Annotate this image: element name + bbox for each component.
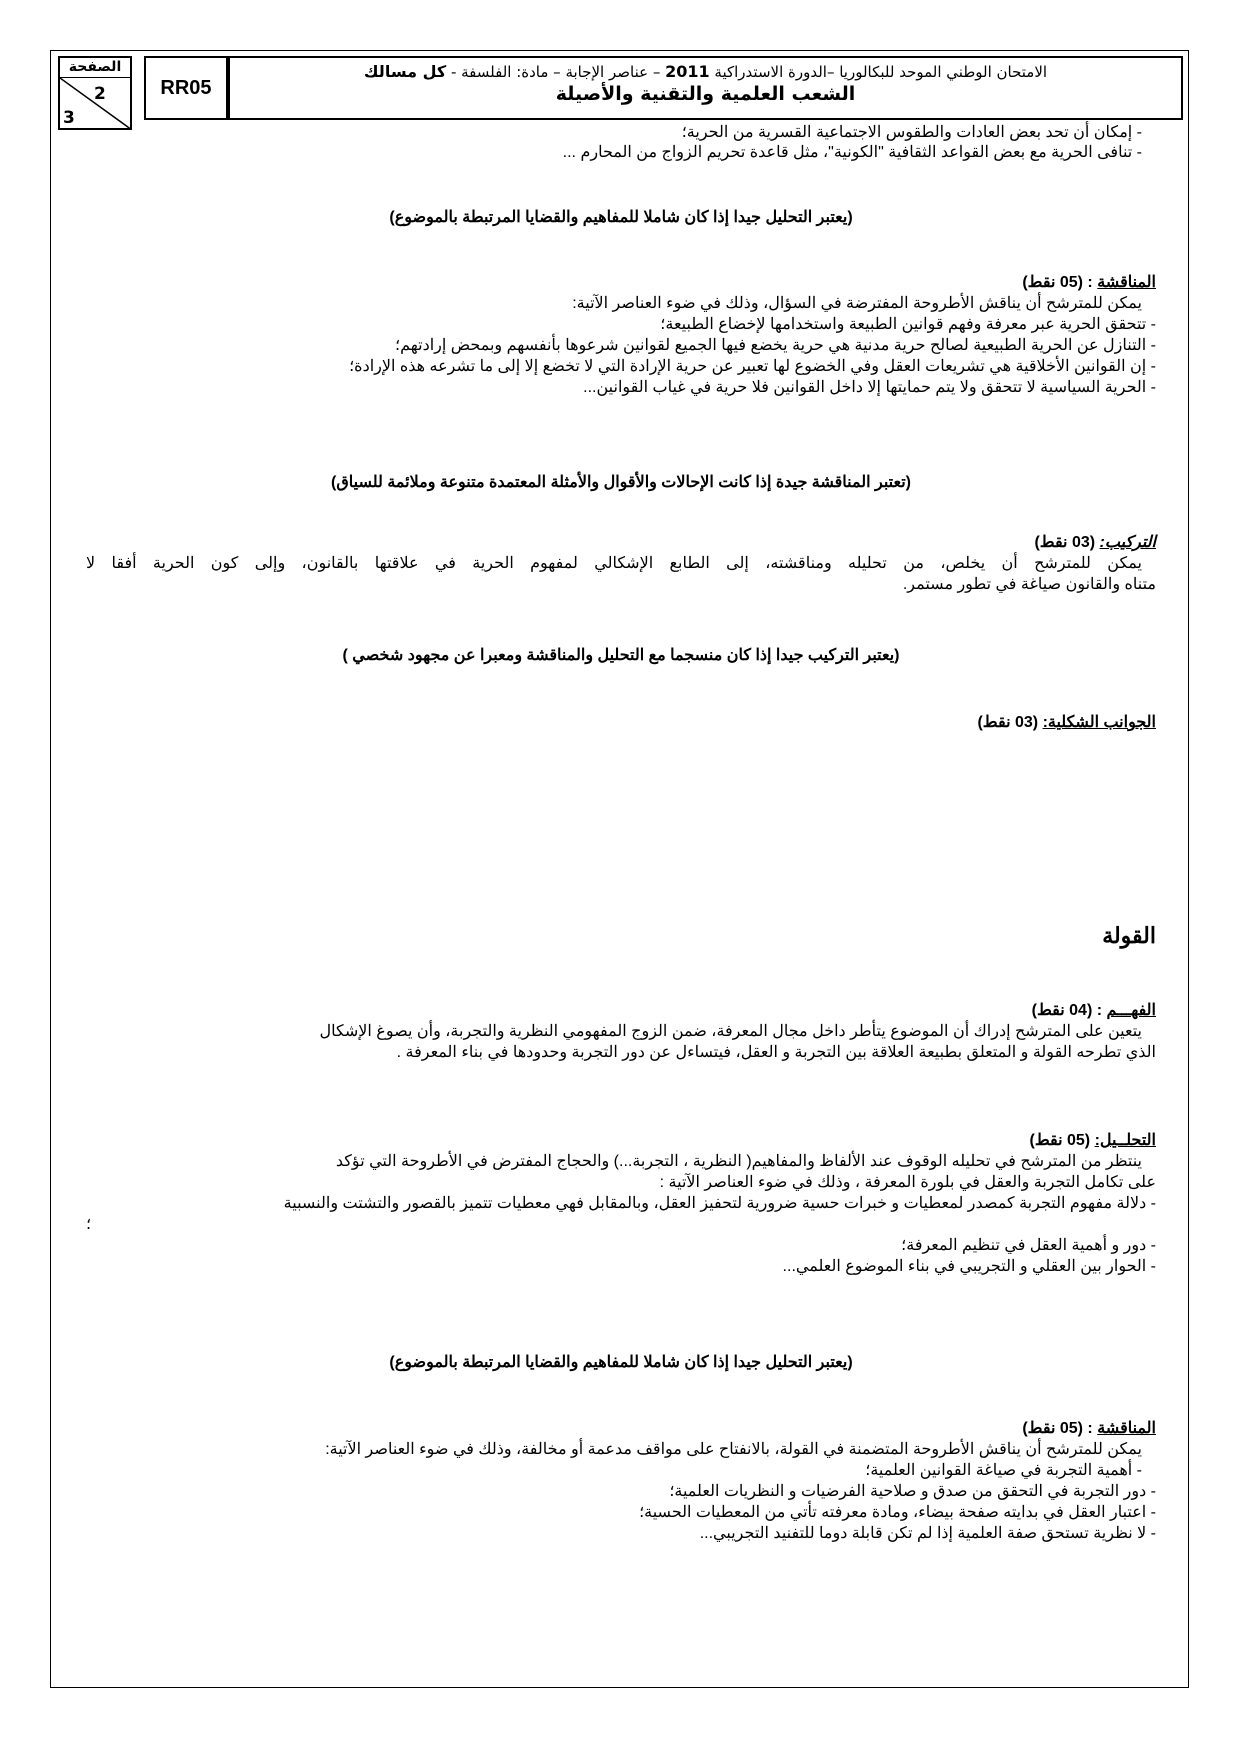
page-number-box bbox=[58, 56, 132, 130]
analysis-note-2: (يعتبر التحليل جيدا إذا كان شاملا للمفاهيم والقضايا المرتبطة بالموضوع) bbox=[389, 1354, 853, 1371]
discussion-heading-1 bbox=[86, 272, 1156, 293]
analysis-item: - دور و أهمية العقل في تنظيم المعرفة؛ bbox=[901, 1237, 1156, 1254]
synthesis-note: (يعتبر التركيب جيدا إذا كان منسجما مع التحليل والمناقشة ومعبرا عن مجهود شخصي ) bbox=[342, 647, 900, 664]
synthesis-heading bbox=[86, 532, 1156, 553]
understanding-text-2: الذي تطرحه القولة و المتعلق بطبيعة العلاقة بين التجربة و العقل، فيتساءل عن دور التجربة وحدودها في بناء المعرفة . bbox=[396, 1044, 1156, 1061]
discussion-section-2 bbox=[86, 1418, 1156, 1544]
discussion-points-1: : (05 نقط) bbox=[1022, 274, 1093, 291]
analysis-item: - الحوار بين العقلي و التجريبي في بناء الموضوع العلمي... bbox=[782, 1258, 1156, 1275]
synthesis-text-2: متناه والقانون صياغة في تطور مستمر. bbox=[902, 576, 1156, 593]
analysis-title: التحلــيل: bbox=[1094, 1132, 1156, 1149]
quote-title: القولة bbox=[1102, 923, 1156, 948]
discussion-heading-2 bbox=[86, 1418, 1156, 1439]
exam-code: RR05 bbox=[144, 56, 228, 120]
analysis-item: - دلالة مفهوم التجربة كمصدر لمعطيات و خبرات حسية ضرورية لتحفيز العقل، وبالمقابل فهي معطيات تتميز بالقصور والتشتت والنسبية bbox=[283, 1195, 1156, 1212]
analysis-heading bbox=[86, 1130, 1156, 1151]
discussion-item: - دور التجربة في التحقق من صدق و صلاحية الفرضيات و النظريات العلمية؛ bbox=[669, 1483, 1156, 1500]
top-line-1: - إمكان أن تحد بعض العادات والطقوس الاجتماعية القسرية من الحرية؛ bbox=[681, 124, 1142, 141]
discussion-note-1: (تعتبر المناقشة جيدة إذا كانت الإحالات والأقوال والأمثلة المعتمدة متنوعة وملائمة للسياق) bbox=[331, 474, 911, 491]
understanding-title: الفهـــم bbox=[1106, 1002, 1156, 1019]
synthesis-section bbox=[86, 532, 1156, 595]
understanding-text-1: يتعين على المترشح إدراك أن الموضوع يتأطر داخل مجال المعرفة، ضمن الزوج المفهومي النظرية والتجربة، وأن يصوغ الإشكال bbox=[319, 1023, 1142, 1040]
discussion-item: - تتحقق الحرية عبر معرفة وفهم قوانين الطبيعة واستخدامها لإخضاع الطبيعة؛ bbox=[660, 316, 1156, 333]
discussion-points-2: : (05 نقط) bbox=[1022, 1420, 1093, 1437]
title-year: 2011 bbox=[665, 62, 710, 81]
analysis-points: (05 نقط) bbox=[1029, 1132, 1091, 1149]
analysis-text-1: ينتظر من المترشح في تحليله الوقوف عند الألفاظ والمفاهيم( النظرية ، التجربة...) والحجاج المفترض في الأطروحة التي تؤكد bbox=[335, 1153, 1142, 1170]
formal-points: (03 نقط) bbox=[977, 714, 1039, 731]
formal-heading bbox=[86, 712, 1156, 733]
page-current: 2 bbox=[94, 84, 106, 104]
exam-title-line2: الشعب العلمية والتقنية والأصيلة bbox=[555, 83, 856, 105]
analysis-text-2: على تكامل التجربة والعقل في بلورة المعرفة ، وذلك في ضوء العناصر الآتية : bbox=[659, 1174, 1156, 1191]
formal-title: الجوانب الشكلية: bbox=[1042, 714, 1156, 731]
discussion-title-2: المناقشة bbox=[1097, 1420, 1156, 1437]
discussion-intro-1: يمكن للمترشح أن يناقش الأطروحة المفترضة في السؤال، وذلك في ضوء العناصر الآتية: bbox=[572, 295, 1142, 312]
discussion-item: - لا نظرية تستحق صفة العلمية إذا لم تكن قابلة دوما للتفنيد التجريبي... bbox=[699, 1525, 1156, 1542]
discussion-title-1: المناقشة bbox=[1097, 274, 1156, 291]
page-total: 3 bbox=[63, 108, 75, 128]
discussion-item: - إن القوانين الأخلاقية هي تشريعات العقل وفي الخضوع لها تعبير عن حرية الإرادة التي لا تخضع إلا إلى ما تشرعه هذه الإرادة؛ bbox=[349, 358, 1156, 375]
title-tracks: كل مسالك bbox=[363, 62, 447, 81]
exam-title-box bbox=[228, 56, 1183, 120]
analysis-section bbox=[86, 1130, 1156, 1277]
discussion-intro-2: يمكن للمترشح أن يناقش الأطروحة المتضمنة في القولة، بالانفتاح على مواقف مدعمة أو مخالفة، وذلك في ضوء العناصر الآتية: bbox=[325, 1441, 1142, 1458]
exam-title-line1 bbox=[230, 62, 1181, 82]
synthesis-title: التركيب: bbox=[1099, 534, 1156, 551]
discussion-section-1 bbox=[86, 272, 1156, 398]
top-line-2: - تنافى الحرية مع بعض القواعد الثقافية "الكونية"، مثل قاعدة تحريم الزواج من المحارم ... bbox=[562, 144, 1142, 161]
synthesis-text-1: يمكن للمترشح أن يخلص، من تحليله ومناقشته، إلى الطابع الإشكالي لمفهوم الحرية في علاقتها بالقانون، وإلى كون الحرية أفقا لا bbox=[86, 555, 1142, 572]
analysis-item: ؛ bbox=[86, 1216, 92, 1233]
understanding-heading bbox=[86, 1000, 1156, 1021]
understanding-section bbox=[86, 1000, 1156, 1063]
discussion-item: - أهمية التجربة في صياغة القوانين العلمية؛ bbox=[865, 1462, 1142, 1479]
analysis-note-1: (يعتبر التحليل جيدا إذا كان شاملا للمفاهيم والقضايا المرتبطة بالموضوع) bbox=[389, 209, 853, 226]
page-label: الصفحة bbox=[60, 58, 130, 78]
title-prefix: الامتحان الوطني الموحد للبكالوريا –الدورة الاستدراكية bbox=[714, 63, 1048, 81]
synthesis-points: (03 نقط) bbox=[1034, 534, 1096, 551]
discussion-item: - اعتبار العقل في بدايته صفحة بيضاء، ومادة معرفته تأتي من المعطيات الحسية؛ bbox=[639, 1504, 1156, 1521]
discussion-item: - الحرية السياسية لا تتحقق ولا يتم حمايتها إلا داخل القوانين فلا حرية في غياب القوانين... bbox=[583, 379, 1156, 396]
discussion-item: - التنازل عن الحرية الطبيعية لصالح حرية مدنية هي حرية يخضع فيها الجميع لقوانين شرعوها بأنفسهم وبمحض إرادتهم؛ bbox=[395, 337, 1156, 354]
understanding-points: : (04 نقط) bbox=[1031, 1002, 1103, 1019]
title-mid: – عناصر الإجابة – مادة: الفلسفة - bbox=[450, 63, 661, 81]
